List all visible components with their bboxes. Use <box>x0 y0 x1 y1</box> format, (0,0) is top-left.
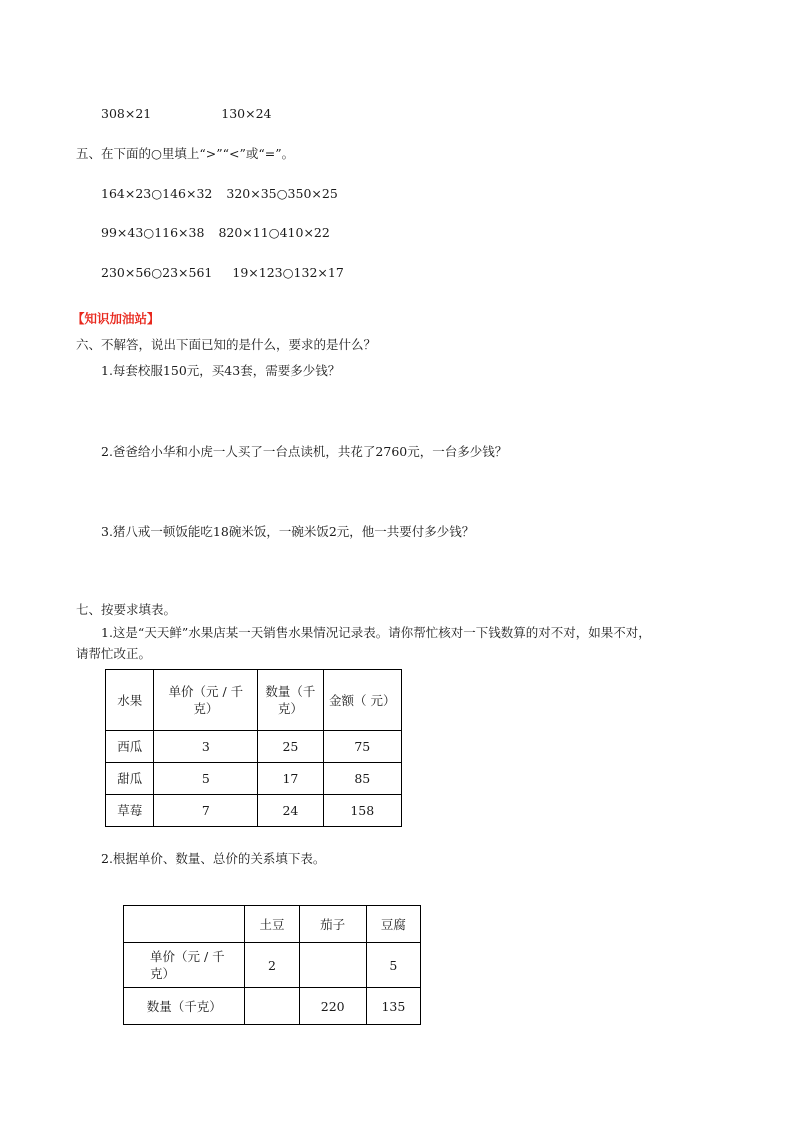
section7-q2: 2.根据单价、数量、总价的关系填下表。 <box>101 851 326 866</box>
table-cell: 135 <box>366 988 420 1025</box>
table-cell: 2 <box>245 943 299 988</box>
table-cell: 西瓜 <box>106 731 154 763</box>
table-row <box>124 988 421 1025</box>
table-cell: 3 <box>154 731 258 763</box>
compare-item: 164×23○146×32 <box>101 186 213 201</box>
table-cell: 85 <box>323 763 401 795</box>
table-cell <box>245 988 299 1025</box>
compare-item: 820×11○410×22 <box>218 225 330 240</box>
top-exercises <box>101 106 272 122</box>
section7-q1-line1: 1.这是“天天鲜”水果店某一天销售水果情况记录表。请你帮忙核对一下钱数算的对不对，如果不对， <box>101 625 651 640</box>
header-cell: 金额（ 元） <box>323 670 401 731</box>
header-cell: 数量（千克） <box>258 670 323 731</box>
section6-question-2: 2.爸爸给小华和小虎一人买了一台点读机，共花了2760元，一台多少钱？ <box>101 444 508 459</box>
compare-row-1 <box>101 186 338 202</box>
table-row <box>106 731 402 763</box>
table-cell <box>299 943 366 988</box>
exercise-1: 308×21 <box>101 106 152 121</box>
table-cell: 220 <box>299 988 366 1025</box>
fruit-sales-table <box>105 669 402 827</box>
table-header-row <box>106 670 402 731</box>
compare-item: 99×43○116×38 <box>101 225 205 240</box>
compare-item: 230×56○23×561 <box>101 265 213 280</box>
header-cell: 豆腐 <box>366 906 420 943</box>
row-label: 单价（元 / 千克） <box>124 943 245 988</box>
header-cell: 土豆 <box>245 906 299 943</box>
table-cell: 草莓 <box>106 795 154 827</box>
section6-question-3: 3.猪八戒一顿饭能吃18碗米饭，一碗米饭2元，他一共要付多少钱？ <box>101 524 475 539</box>
section6-title: 六、不解答，说出下面已知的是什么，要求的是什么？ <box>76 337 377 352</box>
section6-question-1: 1.每套校服150元，买43套，需要多少钱？ <box>101 363 341 378</box>
header-cell: 单价（元 / 千克） <box>154 670 258 731</box>
price-quantity-table <box>123 905 421 1025</box>
table-cell: 75 <box>323 731 401 763</box>
table-cell: 甜瓜 <box>106 763 154 795</box>
exercise-2: 130×24 <box>221 106 272 121</box>
table-cell: 7 <box>154 795 258 827</box>
compare-item: 19×123○132×17 <box>232 265 344 280</box>
table-row <box>106 795 402 827</box>
table-cell: 5 <box>154 763 258 795</box>
table-header-row <box>124 906 421 943</box>
section7-title: 七、按要求填表。 <box>76 602 177 617</box>
header-cell: 水果 <box>106 670 154 731</box>
table-cell: 25 <box>258 731 323 763</box>
section7-q1-line2: 请帮忙改正。 <box>76 646 152 661</box>
row-label: 数量（千克） <box>124 988 245 1025</box>
section5-title: 五、在下面的○里填上“>”“<”或“=”。 <box>76 146 295 161</box>
table-cell: 158 <box>323 795 401 827</box>
knowledge-header: 【知识加油站】 <box>72 311 160 326</box>
header-cell: 茄子 <box>299 906 366 943</box>
table-row <box>124 943 421 988</box>
table-row <box>106 763 402 795</box>
compare-item: 320×35○350×25 <box>226 186 338 201</box>
compare-row-3 <box>101 265 344 281</box>
compare-row-2 <box>101 225 330 241</box>
table-cell: 5 <box>366 943 420 988</box>
table-cell: 24 <box>258 795 323 827</box>
header-cell <box>124 906 245 943</box>
table-cell: 17 <box>258 763 323 795</box>
